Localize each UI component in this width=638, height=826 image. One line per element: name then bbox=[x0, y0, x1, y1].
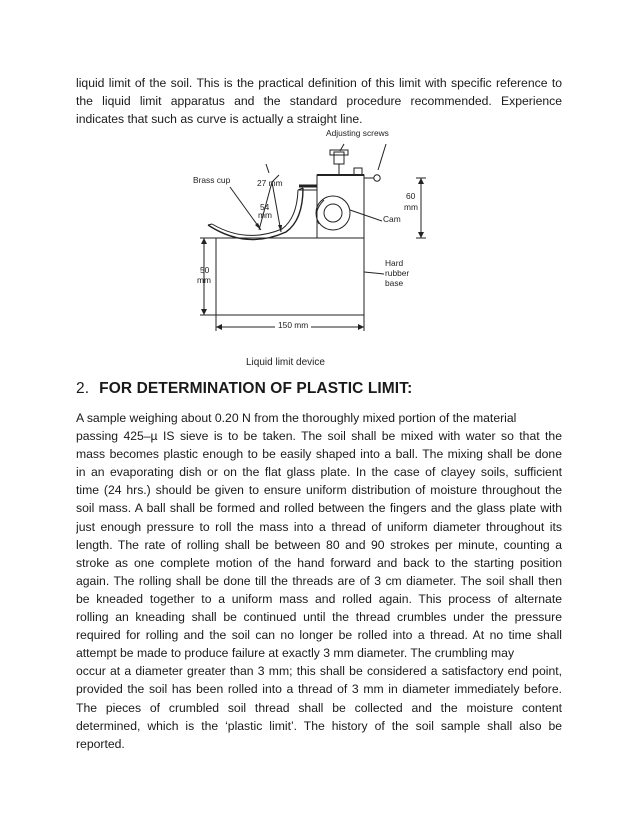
label-60-mm: mm bbox=[404, 202, 418, 212]
text-line: determined, which is the ‘plastic limit’. The history of the soil sample shall also be bbox=[76, 718, 562, 733]
text-line: attempt be made to produce failure at exactly 3 mm diameter. The crumbling may bbox=[76, 646, 515, 661]
text-line: required for rolling and the soil can no longer be rolled into a thread. At no time shall bbox=[76, 628, 562, 643]
text-line: stroke as one complete motion of the hand forward and back to the starting position bbox=[76, 555, 562, 570]
label-27-mm: 27 mm bbox=[257, 178, 283, 188]
text-line: occur at a diameter greater than 3 mm; this shall be considered a satisfactory end point, bbox=[76, 664, 562, 679]
text-line: indicates that such as curve is actually a straight line. bbox=[76, 112, 363, 127]
label-cam: Cam bbox=[383, 214, 401, 224]
text-line: again. The rolling shall be done till the threads are of 3 cm diameter. The soil shall then bbox=[76, 573, 562, 588]
figure-caption: Liquid limit device bbox=[246, 357, 325, 368]
plastic-limit-paragraph bbox=[76, 409, 562, 753]
text-line: reported. bbox=[76, 736, 125, 751]
label-50: 50 bbox=[200, 265, 210, 275]
adjusting-screw-knob bbox=[334, 152, 344, 164]
text-line: liquid limit of the soil. This is the practical definition of this limit with specific reference to bbox=[76, 76, 562, 90]
label-brass-cup: Brass cup bbox=[193, 175, 231, 185]
text-line: in an evaporating dish or on the flat glass plate. In the case of clayey soils, sufficient bbox=[76, 465, 562, 480]
liquid-limit-device-figure bbox=[186, 128, 436, 373]
text-line: length. The rate of rolling shall be between 80 and 90 strokes per minute, counting a bbox=[76, 537, 562, 552]
text-line: time (24 hrs.) should be given to ensure uniform distribution of moisture throughout the bbox=[76, 483, 562, 498]
label-50-mm: mm bbox=[197, 275, 211, 285]
label-54: 54 bbox=[260, 202, 270, 212]
label-54-mm: mm bbox=[258, 210, 272, 220]
section-title: FOR DETERMINATION OF PLASTIC LIMIT: bbox=[99, 380, 413, 397]
section-heading bbox=[76, 380, 412, 398]
label-150-mm: 150 mm bbox=[275, 321, 311, 330]
text-line: passing 425–µ IS sieve is to be taken. The soil shall be mixed with water so that the bbox=[76, 429, 562, 444]
text-line: rolling an kneading shall be continued until the thread crumbles under the pressure bbox=[76, 610, 562, 625]
section-number: 2. bbox=[76, 380, 90, 397]
text-line: be kneaded together to a uniform mass and rolled again. This process of alternate bbox=[76, 591, 562, 606]
text-line: soil mass. A ball shall be formed and rolled between the fingers and the glass plate with bbox=[76, 501, 562, 516]
intro-paragraph bbox=[76, 74, 562, 128]
text-line: the liquid limit apparatus and the standard procedure recommended. Experience bbox=[76, 94, 562, 109]
label-hard: Hard bbox=[385, 258, 404, 268]
brass-cup-outline bbox=[208, 188, 303, 240]
label-60: 60 bbox=[406, 191, 416, 201]
text-line: The pieces of crumbled soil thread shall be collected and the moisture content bbox=[76, 700, 562, 715]
text-line: just enough pressure to roll the mass into a thread of uniform diameter throughout its bbox=[76, 519, 562, 534]
text-line: mass becomes plastic enough to be easily shaped into a ball. The mixing shall be done bbox=[76, 447, 562, 462]
hard-rubber-base bbox=[216, 238, 364, 315]
label-base: base bbox=[385, 278, 404, 288]
label-adjusting-screws: Adjusting screws bbox=[326, 128, 389, 138]
text-line: A sample weighing about 0.20 N from the thoroughly mixed portion of the material bbox=[76, 411, 517, 425]
cam-shape bbox=[316, 196, 350, 230]
label-rubber: rubber bbox=[385, 268, 410, 278]
text-line: provided the soil has been rolled into a thread of 3 mm in diameter immediately before. bbox=[76, 682, 562, 697]
